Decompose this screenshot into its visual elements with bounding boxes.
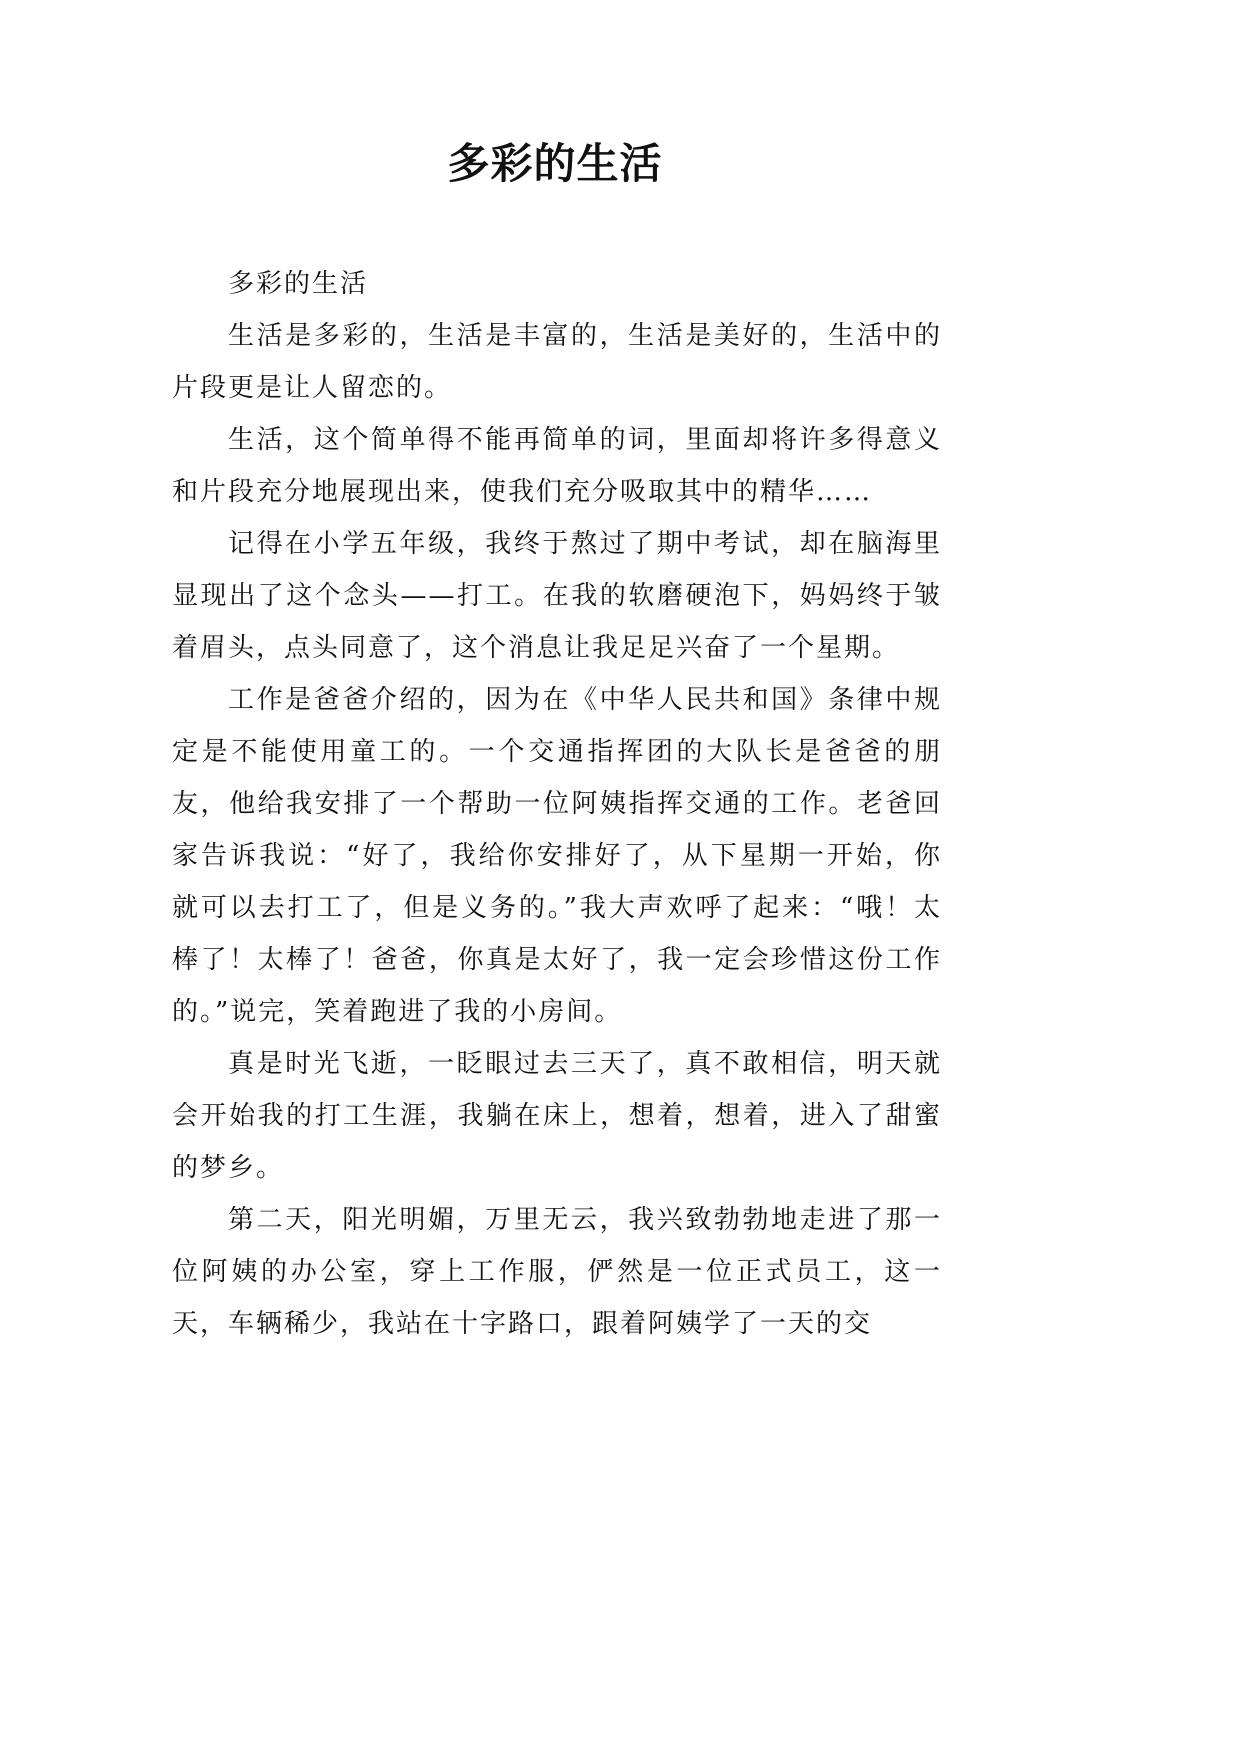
paragraph: 工作是爸爸介绍的，因为在《中华人民共和国》条律中规定是不能使用童工的。一个交通指挥团的大队长是爸爸的朋友，他给我安排了一个帮助一位阿姨指挥交通的工作。老爸回家告诉我说：“好了，我给你安排好了，从下星期一开始，你就可以去打工了，但是义务的。”我大声欢呼了起来：“哦！太棒了！太棒了！爸爸，你真是太好了，我一定会珍惜这份工作的。”说完，笑着跑进了我的小房间。 (172, 685, 942, 1027)
paragraph: 多彩的生活 (228, 269, 369, 299)
paragraph: 真是时光飞逝，一眨眼过去三天了，真不敢相信，明天就会开始我的打工生涯，我躺在床上，想着，想着，进入了甜蜜的梦乡。 (172, 1049, 942, 1183)
document-body (172, 258, 942, 1350)
paragraph: 生活是多彩的，生活是丰富的，生活是美好的，生活中的片段更是让人留恋的。 (172, 321, 942, 403)
paragraph: 生活，这个简单得不能再简单的词，里面却将许多得意义和片段充分地展现出来，使我们充分吸取其中的精华…… (172, 425, 942, 507)
paragraph: 第二天，阳光明媚，万里无云，我兴致勃勃地走进了那一位阿姨的办公室，穿上工作服，俨然是一位正式员工，这一天，车辆稀少，我站在十字路口，跟着阿姨学了一天的交 (172, 1205, 942, 1339)
paragraph: 记得在小学五年级，我终于熬过了期中考试，却在脑海里显现出了这个念头——打工。在我的软磨硬泡下，妈妈终于皱着眉头，点头同意了，这个消息让我足足兴奋了一个星期。 (172, 529, 942, 663)
document-title: 多彩的生活 (447, 139, 663, 188)
